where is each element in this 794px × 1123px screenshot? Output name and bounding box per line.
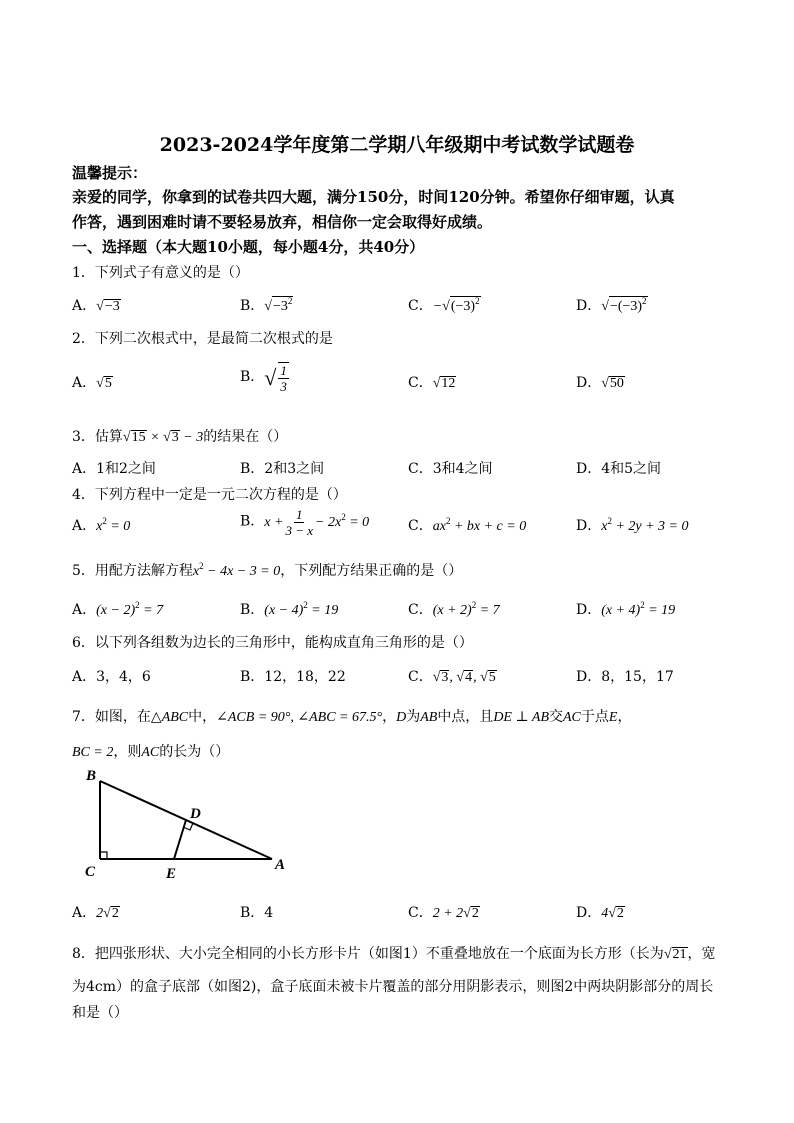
section-heading: 一、选择题（本大题10小题，每小题4分，共40分） xyxy=(72,238,425,256)
question-3-option-b: B．2和3之间 xyxy=(240,461,325,477)
question-7-option-d: D．4√2 xyxy=(576,905,624,921)
question-4-option-b: B．x + $\frac{1}{3 - x}$ − $2x^2 = 0$ xyxy=(240,507,370,538)
question-1-stem: 1．下列式子有意义的是（） xyxy=(72,265,249,281)
question-7-stem-line-1: 7．如图，在△ABC中，∠ACB = 90°, ∠ABC = 67.5°，D为AB中点，且DE ⊥ AB交AC于点E， xyxy=(72,709,632,725)
question-3-option-a: A．1和2之间 xyxy=(72,461,156,477)
question-6-option-a: A．3，4，6 xyxy=(72,669,151,685)
question-4-option-d: D．$x^2 + 2y + 3 = 0$ xyxy=(576,516,689,534)
question-6-option-c: C．√3, √4, √5 xyxy=(408,669,496,685)
question-2-stem: 2．下列二次根式中，是最简二次根式的是 xyxy=(72,331,333,347)
question-2-option-c: C．√12 xyxy=(408,375,456,391)
question-7-stem-line-2: BC = 2，则AC的长为（） xyxy=(72,744,230,760)
notice-line-2: 作答，遇到困难时请不要轻易放弃，相信你一定会取得好成绩。 xyxy=(72,213,493,231)
question-5-option-b: B．$(x - 4)^2 = 19$ xyxy=(240,600,339,618)
label-c: C xyxy=(85,864,96,880)
notice-heading: 温馨提示： xyxy=(72,164,148,182)
page-title: 2023-2024学年度第二学期八年级期中考试数学试题卷 xyxy=(159,134,635,156)
question-4-option-a: A．$x^2 = 0$ xyxy=(72,516,131,534)
label-a: A xyxy=(275,857,286,873)
question-1-option-a: A．√−3 xyxy=(72,298,120,314)
label-e: E xyxy=(166,866,177,881)
question-6-stem: 6．以下列各组数为边长的三角形中，能构成直角三角形的是（） xyxy=(72,635,473,651)
question-5-option-a: A．$(x - 2)^2 = 7$ xyxy=(72,600,164,618)
segment-de xyxy=(174,820,186,859)
right-angle-c xyxy=(100,852,107,859)
question-2-option-b: B．√ $\frac{1}{3}$ xyxy=(240,363,287,394)
question-5-stem: 5．用配方法解方程$x^2 - 4x - 3 = 0$，下列配方结果正确的是（） xyxy=(72,561,463,579)
question-3-option-d: D．4和5之间 xyxy=(576,461,662,477)
question-7-option-a: A．2√2 xyxy=(72,905,119,921)
question-8-line-3: 和是（） xyxy=(72,1005,128,1021)
question-3-option-c: C．3和4之间 xyxy=(408,461,493,477)
question-2-option-d: D．√50 xyxy=(576,375,624,391)
question-7-option-c: C．2 + 2√2 xyxy=(408,905,479,921)
question-1-option-d: D．$√-(-3)^2$ xyxy=(576,296,647,314)
question-1-option-b: B．$√-3^2$ xyxy=(240,296,293,314)
question-4-stem: 4．下列方程中一定是一元二次方程的是（） xyxy=(72,487,347,503)
question-4-option-c: C．$ax^2$ + bx + c = 0 xyxy=(408,516,527,534)
question-2-option-a: A．√5 xyxy=(72,375,112,391)
triangle-figure xyxy=(80,766,290,881)
question-6-option-b: B．12，18，22 xyxy=(240,669,346,685)
question-5-option-d: D．$(x + 4)^2 = 19$ xyxy=(576,600,676,618)
label-d: D xyxy=(190,806,201,822)
question-6-option-d: D．8，15，17 xyxy=(576,669,674,685)
question-8-line-2: 为4cm）的盒子底部（如图2)，盒子底面未被卡片覆盖的部分用阴影表示，则图2中两块阴影部分的周长 xyxy=(72,979,714,995)
question-5-option-c: C．$(x + 2)^2 = 7$ xyxy=(408,600,500,618)
question-1-option-c: C．$-√(-3)^2$ xyxy=(408,296,480,314)
question-8-line-1: 8．把四张形状、大小完全相同的小长方形卡片（如图1）不重叠地放在一个底面为长方形（长为√21，宽 xyxy=(72,946,716,962)
question-3-stem: 3．估算√15 × √3 − 3的结果在（） xyxy=(72,429,288,445)
label-b: B xyxy=(86,768,97,784)
question-7-option-b: B．4 xyxy=(240,905,274,921)
notice-line-1: 亲爱的同学，你拿到的试卷共四大题，满分150分，时间120分钟。希望你仔细审题，认真 xyxy=(72,188,675,206)
